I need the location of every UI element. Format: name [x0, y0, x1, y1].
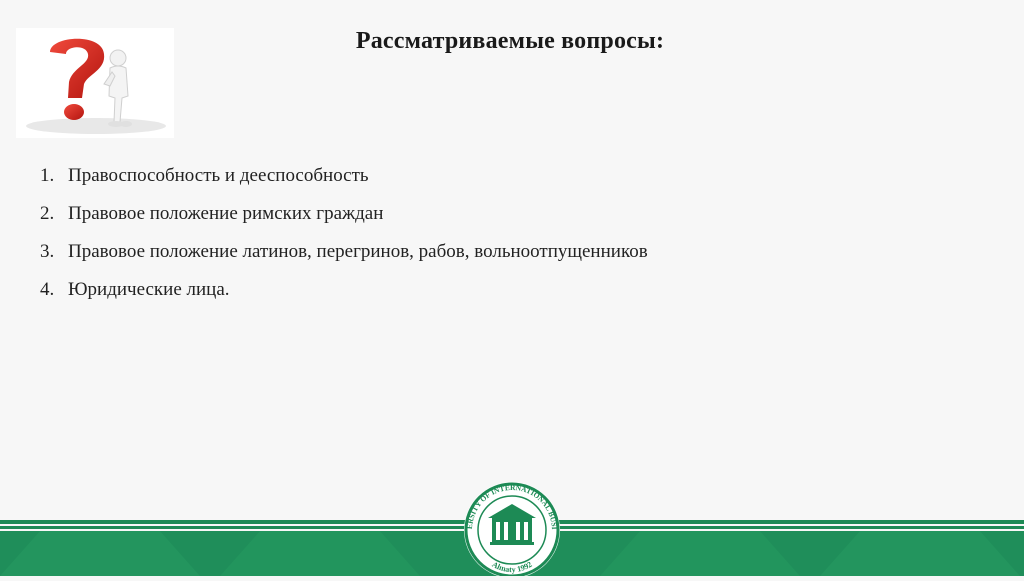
list-item [40, 166, 940, 204]
list-item-number: 2. [40, 203, 55, 224]
list-item [40, 280, 940, 318]
question-figure-icon [16, 28, 174, 138]
list-item-text: Правовое положение латинов, перегринов, рабов, вольноотпущенников [68, 241, 648, 262]
list-item-number: 3. [40, 241, 55, 262]
list-item-text: Юридические лица. [68, 279, 230, 300]
list-item [40, 242, 940, 280]
slide-title: Рассматриваемые вопросы: [355, 28, 665, 54]
questions-list [40, 166, 940, 318]
list-item-text: Правоспособность и дееспособность [68, 165, 369, 186]
list-item-text: Правовое положение римских граждан [68, 203, 384, 224]
university-seal-icon [452, 476, 572, 576]
list-item-number: 1. [40, 165, 55, 186]
list-item-number: 4. [40, 279, 55, 300]
list-item [40, 204, 940, 242]
seal-bottom-text: Almaty 1992 [490, 559, 534, 575]
seal-ring-text: ERSITY OF INTERNATIONAL BUSI [464, 482, 560, 530]
